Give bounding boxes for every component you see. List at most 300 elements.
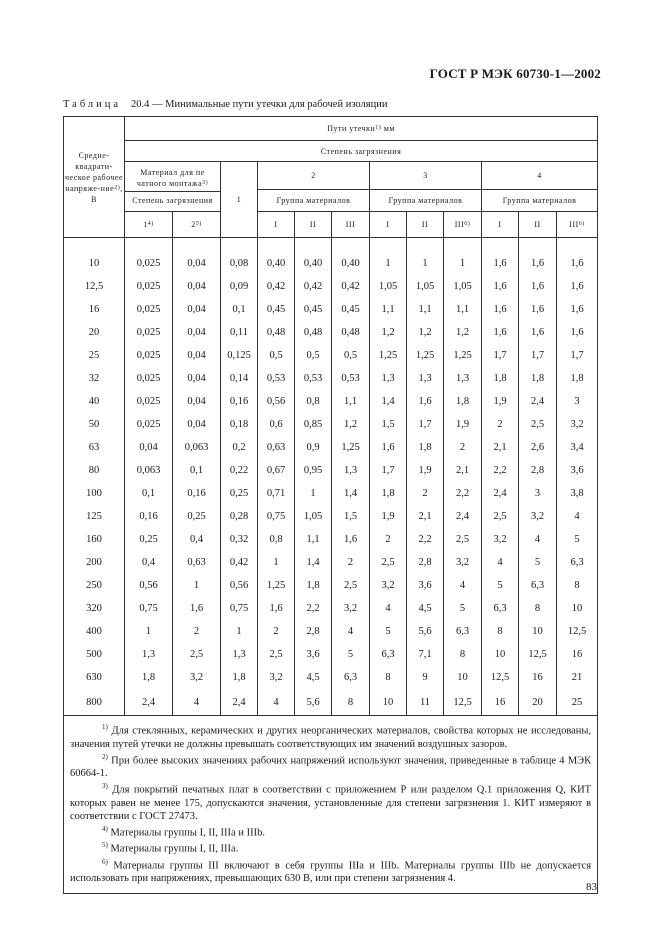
header-group-III: III$^{6)}$ [444, 212, 482, 238]
creepage-cell: 0,71 [258, 482, 295, 505]
creepage-cell: 1,6 [258, 597, 295, 620]
creepage-cell: 1 [125, 620, 173, 643]
creepage-cell: 1,5 [370, 413, 407, 436]
creepage-cell: 2,5 [482, 505, 519, 528]
creepage-cell: 1,6 [482, 298, 519, 321]
creepage-cell: 2,1 [444, 459, 482, 482]
creepage-cell: 5 [482, 574, 519, 597]
creepage-cell: 1,7 [407, 413, 444, 436]
creepage-cell: 1,1 [295, 528, 332, 551]
header-group-III: III [332, 212, 370, 238]
voltage-cell: 25 [64, 344, 125, 367]
creepage-cell: 21 [557, 666, 598, 689]
creepage-cell: 0,063 [125, 459, 173, 482]
creepage-cell: 1 [258, 551, 295, 574]
creepage-cell: 1,05 [444, 275, 482, 298]
voltage-cell: 500 [64, 643, 125, 666]
creepage-cell: 2 [444, 436, 482, 459]
creepage-cell: 4 [332, 620, 370, 643]
creepage-cell: 2,5 [332, 574, 370, 597]
creepage-cell: 1,4 [332, 482, 370, 505]
header-degree-4: 4 [482, 162, 598, 190]
voltage-cell: 160 [64, 528, 125, 551]
creepage-cell: 8 [557, 574, 598, 597]
footnote [70, 780, 591, 823]
table-row [64, 689, 598, 716]
creepage-cell: 0,2 [221, 436, 258, 459]
header-group-3: Группа материалов [370, 190, 482, 212]
creepage-cell: 1,3 [407, 367, 444, 390]
table-row [64, 551, 598, 574]
creepage-cell: 0,48 [332, 321, 370, 344]
table-row [64, 252, 598, 275]
creepage-cell: 1,2 [332, 413, 370, 436]
creepage-cell: 5,6 [407, 620, 444, 643]
creepage-cell: 10 [519, 620, 557, 643]
creepage-cell: 0,18 [221, 413, 258, 436]
creepage-cell: 1,9 [444, 413, 482, 436]
header-creepage: Пути утечки$^{1)}$ мм [125, 117, 598, 141]
creepage-cell: 5 [519, 551, 557, 574]
creepage-cell: 1,05 [407, 275, 444, 298]
table-row [64, 459, 598, 482]
creepage-cell: 0,04 [173, 413, 221, 436]
spacer-cell [407, 238, 444, 253]
header-group-2: Группа материалов [258, 190, 370, 212]
creepage-cell: 0,08 [221, 252, 258, 275]
creepage-cell: 1,6 [482, 252, 519, 275]
voltage-cell: 10 [64, 252, 125, 275]
creepage-cell: 1,2 [444, 321, 482, 344]
creepage-cell: 1,6 [557, 275, 598, 298]
creepage-cell: 1,25 [444, 344, 482, 367]
creepage-cell: 0,063 [173, 436, 221, 459]
creepage-cell: 4,5 [407, 597, 444, 620]
creepage-cell: 1,25 [407, 344, 444, 367]
footnote [70, 721, 591, 751]
creepage-cell: 0,56 [258, 390, 295, 413]
creepage-cell: 1,6 [557, 298, 598, 321]
spacer-cell [221, 238, 258, 253]
creepage-cell: 4,5 [295, 666, 332, 689]
creepage-cell: 20 [519, 689, 557, 716]
creepage-cell: 0,8 [258, 528, 295, 551]
creepage-cell: 1,6 [519, 298, 557, 321]
header-degree-3: 3 [370, 162, 482, 190]
creepage-cell: 7,1 [407, 643, 444, 666]
creepage-cell: 0,6 [258, 413, 295, 436]
creepage-cell: 5 [557, 528, 598, 551]
creepage-cell: 8 [332, 689, 370, 716]
voltage-cell: 12,5 [64, 275, 125, 298]
creepage-cell: 1,6 [407, 390, 444, 413]
header-group-II: II [519, 212, 557, 238]
creepage-cell: 1,6 [370, 436, 407, 459]
creepage-cell: 2 [482, 413, 519, 436]
creepage-cell: 3,2 [519, 505, 557, 528]
creepage-cell: 0,04 [173, 344, 221, 367]
creepage-cell: 5,6 [295, 689, 332, 716]
creepage-cell: 0,025 [125, 344, 173, 367]
creepage-cell: 0,22 [221, 459, 258, 482]
voltage-cell: 250 [64, 574, 125, 597]
creepage-cell: 11 [407, 689, 444, 716]
creepage-cell: 2,2 [482, 459, 519, 482]
creepage-cell: 12,5 [519, 643, 557, 666]
creepage-cell: 2 [407, 482, 444, 505]
creepage-cell: 1,6 [332, 528, 370, 551]
creepage-cell: 2 [370, 528, 407, 551]
table-row [64, 620, 598, 643]
spacer-cell [557, 238, 598, 253]
spacer-cell [173, 238, 221, 253]
table-row [64, 275, 598, 298]
creepage-cell: 1 [407, 252, 444, 275]
creepage-cell: 0,53 [258, 367, 295, 390]
creepage-cell: 1,3 [444, 367, 482, 390]
creepage-cell: 4 [482, 551, 519, 574]
creepage-cell: 1,6 [482, 321, 519, 344]
creepage-cell: 3,2 [444, 551, 482, 574]
creepage-cell: 1 [295, 482, 332, 505]
footnote-text: Материалы группы I, II, IIIa. [107, 843, 239, 855]
creepage-cell: 3,6 [557, 459, 598, 482]
creepage-cell: 1,3 [221, 643, 258, 666]
creepage-cell: 3,6 [407, 574, 444, 597]
creepage-cell: 3,4 [557, 436, 598, 459]
creepage-cell: 1,8 [482, 367, 519, 390]
creepage-table [63, 116, 598, 894]
table-row [64, 597, 598, 620]
voltage-cell: 100 [64, 482, 125, 505]
creepage-cell: 0,48 [258, 321, 295, 344]
creepage-cell: 8 [519, 597, 557, 620]
creepage-cell: 1,2 [370, 321, 407, 344]
creepage-cell: 1,9 [370, 505, 407, 528]
creepage-cell: 0,09 [221, 275, 258, 298]
creepage-cell: 0,5 [332, 344, 370, 367]
creepage-cell: 0,11 [221, 321, 258, 344]
spacer-cell [370, 238, 407, 253]
creepage-cell: 1,8 [444, 390, 482, 413]
table-row [64, 367, 598, 390]
creepage-cell: 3,2 [173, 666, 221, 689]
footnote-text: Материалы группы III включают в себя группы IIIa и IIIb. Материалы группы IIIb не допускается использовать при напряжениях, превышающих 630 В, или при степени загрязнения 4. [70, 860, 592, 884]
creepage-cell: 0,1 [173, 459, 221, 482]
creepage-cell: 1,8 [125, 666, 173, 689]
creepage-cell: 1,5 [332, 505, 370, 528]
creepage-cell: 2,1 [482, 436, 519, 459]
table-row [64, 298, 598, 321]
creepage-cell: 9 [407, 666, 444, 689]
creepage-cell: 0,25 [125, 528, 173, 551]
header-pcb-2: 2$^{5)}$ [173, 212, 221, 238]
creepage-cell: 3,2 [557, 413, 598, 436]
header-degree-2: 2 [258, 162, 370, 190]
creepage-cell: 0,63 [258, 436, 295, 459]
header-group-II: II [407, 212, 444, 238]
table-row [64, 321, 598, 344]
spacer-cell [519, 238, 557, 253]
creepage-cell: 1 [444, 252, 482, 275]
creepage-cell: 1,4 [295, 551, 332, 574]
creepage-cell: 0,025 [125, 413, 173, 436]
creepage-cell: 2,4 [519, 390, 557, 413]
voltage-cell: 400 [64, 620, 125, 643]
creepage-cell: 0,42 [221, 551, 258, 574]
creepage-cell: 0,04 [173, 298, 221, 321]
creepage-cell: 0,125 [221, 344, 258, 367]
creepage-cell: 0,025 [125, 252, 173, 275]
creepage-cell: 1,3 [370, 367, 407, 390]
creepage-cell: 4 [173, 689, 221, 716]
creepage-cell: 0,16 [125, 505, 173, 528]
spacer-cell [125, 238, 173, 253]
creepage-cell: 3,2 [482, 528, 519, 551]
creepage-cell: 1,25 [332, 436, 370, 459]
creepage-cell: 0,5 [295, 344, 332, 367]
creepage-cell: 6,3 [444, 620, 482, 643]
creepage-cell: 1,7 [482, 344, 519, 367]
table-row [64, 666, 598, 689]
creepage-cell: 1,8 [370, 482, 407, 505]
table-row [64, 643, 598, 666]
creepage-cell: 0,56 [221, 574, 258, 597]
creepage-cell: 8 [370, 666, 407, 689]
table-notes [64, 716, 598, 894]
creepage-cell: 1,1 [332, 390, 370, 413]
creepage-cell: 1,9 [482, 390, 519, 413]
footnote-text: Материалы группы I, II, IIIa и IIIb. [107, 827, 265, 838]
creepage-cell: 4 [258, 689, 295, 716]
spacer-cell [482, 238, 519, 253]
footnote [70, 751, 591, 781]
creepage-cell: 1,25 [370, 344, 407, 367]
creepage-cell: 0,5 [258, 344, 295, 367]
creepage-cell: 0,04 [173, 367, 221, 390]
creepage-cell: 2,8 [407, 551, 444, 574]
creepage-cell: 1,2 [407, 321, 444, 344]
creepage-cell: 1,05 [295, 505, 332, 528]
creepage-cell: 3,8 [557, 482, 598, 505]
creepage-cell: 1,7 [557, 344, 598, 367]
creepage-cell: 1,4 [370, 390, 407, 413]
header-group-I: I [258, 212, 295, 238]
voltage-cell: 16 [64, 298, 125, 321]
creepage-cell: 4 [557, 505, 598, 528]
creepage-cell: 1,6 [482, 275, 519, 298]
creepage-cell: 0,95 [295, 459, 332, 482]
creepage-cell: 2,5 [173, 643, 221, 666]
header-pcb-1: 1$^{4)}$ [125, 212, 173, 238]
creepage-cell: 1,05 [370, 275, 407, 298]
creepage-cell: 1,6 [519, 252, 557, 275]
creepage-cell: 1,7 [519, 344, 557, 367]
creepage-cell: 1,3 [332, 459, 370, 482]
creepage-cell: 4 [519, 528, 557, 551]
header-pcb-pollution: Степень загрязнения [125, 191, 221, 206]
creepage-cell: 0,25 [221, 482, 258, 505]
creepage-cell: 0,1 [221, 298, 258, 321]
creepage-cell: 0,75 [258, 505, 295, 528]
table-row [64, 390, 598, 413]
table-row [64, 574, 598, 597]
table-header [64, 117, 598, 238]
creepage-cell: 4 [444, 574, 482, 597]
creepage-cell: 3,2 [258, 666, 295, 689]
table-row [64, 436, 598, 459]
creepage-cell: 3,2 [332, 597, 370, 620]
footnote-marker: 4) [102, 824, 108, 833]
creepage-cell: 1,8 [519, 367, 557, 390]
creepage-cell: 6,3 [370, 643, 407, 666]
creepage-cell: 6,3 [482, 597, 519, 620]
creepage-cell: 0,025 [125, 275, 173, 298]
footnote [70, 823, 591, 840]
creepage-cell: 0,4 [173, 528, 221, 551]
creepage-cell: 5 [444, 597, 482, 620]
creepage-cell: 0,16 [221, 390, 258, 413]
creepage-cell: 10 [482, 643, 519, 666]
creepage-cell: 3 [557, 390, 598, 413]
table-row [64, 505, 598, 528]
footnote-marker: 2) [102, 752, 108, 761]
creepage-cell: 8 [444, 643, 482, 666]
creepage-cell: 12,5 [557, 620, 598, 643]
voltage-cell: 200 [64, 551, 125, 574]
creepage-cell: 0,04 [173, 390, 221, 413]
creepage-cell: 2,4 [444, 505, 482, 528]
creepage-cell: 10 [370, 689, 407, 716]
creepage-cell: 0,1 [125, 482, 173, 505]
page-number: 83 [586, 881, 597, 893]
creepage-cell: 0,9 [295, 436, 332, 459]
creepage-cell: 0,63 [173, 551, 221, 574]
voltage-cell: 63 [64, 436, 125, 459]
creepage-cell: 0,56 [125, 574, 173, 597]
creepage-cell: 2 [258, 620, 295, 643]
footnote-marker: 5) [102, 841, 108, 849]
creepage-cell: 0,025 [125, 390, 173, 413]
creepage-cell: 2,5 [444, 528, 482, 551]
creepage-cell: 0,32 [221, 528, 258, 551]
table-row [64, 344, 598, 367]
caption-label: Таблица [63, 99, 122, 110]
spacer-cell [444, 238, 482, 253]
creepage-cell: 1,6 [519, 321, 557, 344]
creepage-cell: 0,40 [332, 252, 370, 275]
creepage-cell: 2,5 [258, 643, 295, 666]
creepage-cell: 12,5 [482, 666, 519, 689]
creepage-cell: 6,3 [519, 574, 557, 597]
footnote-marker: 6) [102, 857, 108, 866]
table-row [64, 413, 598, 436]
creepage-cell: 2,4 [125, 689, 173, 716]
creepage-cell: 0,45 [295, 298, 332, 321]
header-pcb-material: Материал для пе чатного монтажа$^{3)}$ Степень загрязнения [125, 162, 221, 212]
creepage-cell: 2,5 [370, 551, 407, 574]
footnote-text: При более высоких значениях рабочих напряжений используют значения, приведенные в таблице 4 МЭК 60664-1. [70, 755, 592, 779]
spacer-cell [258, 238, 295, 253]
creepage-cell: 0,40 [295, 252, 332, 275]
creepage-cell: 0,16 [173, 482, 221, 505]
voltage-cell: 630 [64, 666, 125, 689]
creepage-cell: 2,5 [519, 413, 557, 436]
table-body [64, 238, 598, 716]
creepage-cell: 1,1 [407, 298, 444, 321]
creepage-cell: 0,75 [221, 597, 258, 620]
creepage-cell: 0,45 [332, 298, 370, 321]
creepage-cell: 1,6 [557, 252, 598, 275]
voltage-cell: 800 [64, 689, 125, 716]
creepage-cell: 0,53 [295, 367, 332, 390]
creepage-cell: 0,04 [173, 321, 221, 344]
creepage-cell: 1 [370, 252, 407, 275]
footnote [70, 856, 591, 886]
creepage-cell: 12,5 [444, 689, 482, 716]
creepage-cell: 2,2 [444, 482, 482, 505]
creepage-cell: 6,3 [332, 666, 370, 689]
caption-text: 20.4 — Минимальные пути утечки для рабочей изоляции [131, 99, 388, 110]
creepage-cell: 2,4 [221, 689, 258, 716]
table-row [64, 482, 598, 505]
creepage-cell: 10 [557, 597, 598, 620]
creepage-cell: 0,25 [173, 505, 221, 528]
creepage-cell: 2,8 [519, 459, 557, 482]
spacer-cell [64, 238, 125, 253]
creepage-cell: 1,3 [125, 643, 173, 666]
creepage-cell: 0,04 [173, 275, 221, 298]
footnote-text: Для стеклянных, керамических и других неорганических материалов, свойства которых не исследованы, значения путей утечки не должны превышать соответствующих им значений воздушных зазоров. [70, 725, 592, 750]
creepage-cell: 1,1 [370, 298, 407, 321]
creepage-cell: 1,8 [407, 436, 444, 459]
header-pollution-degree: Степень загрязнения [125, 141, 598, 162]
header-group-I: I [482, 212, 519, 238]
header-group-I: I [370, 212, 407, 238]
table-caption [63, 99, 387, 110]
voltage-cell: 125 [64, 505, 125, 528]
creepage-cell: 0,4 [125, 551, 173, 574]
creepage-cell: 1,8 [221, 666, 258, 689]
creepage-cell: 2,6 [519, 436, 557, 459]
spacer-cell [332, 238, 370, 253]
voltage-cell: 40 [64, 390, 125, 413]
footnote [70, 839, 591, 856]
creepage-cell: 16 [482, 689, 519, 716]
creepage-cell: 0,04 [125, 436, 173, 459]
creepage-cell: 5 [370, 620, 407, 643]
document-header: ГОСТ Р МЭК 60730-1—2002 [429, 66, 601, 81]
header-group-II: II [295, 212, 332, 238]
creepage-cell: 3 [519, 482, 557, 505]
creepage-cell: 2,2 [407, 528, 444, 551]
creepage-cell: 1,25 [258, 574, 295, 597]
creepage-cell: 2,1 [407, 505, 444, 528]
creepage-cell: 6,3 [557, 551, 598, 574]
creepage-cell: 0,48 [295, 321, 332, 344]
voltage-cell: 320 [64, 597, 125, 620]
creepage-cell: 1,1 [444, 298, 482, 321]
creepage-cell: 1,9 [407, 459, 444, 482]
creepage-cell: 2,2 [295, 597, 332, 620]
creepage-cell: 2 [332, 551, 370, 574]
creepage-cell: 1,6 [519, 275, 557, 298]
creepage-cell: 0,40 [258, 252, 295, 275]
creepage-cell: 4 [370, 597, 407, 620]
voltage-cell: 20 [64, 321, 125, 344]
creepage-cell: 2 [173, 620, 221, 643]
creepage-cell: 3,2 [370, 574, 407, 597]
